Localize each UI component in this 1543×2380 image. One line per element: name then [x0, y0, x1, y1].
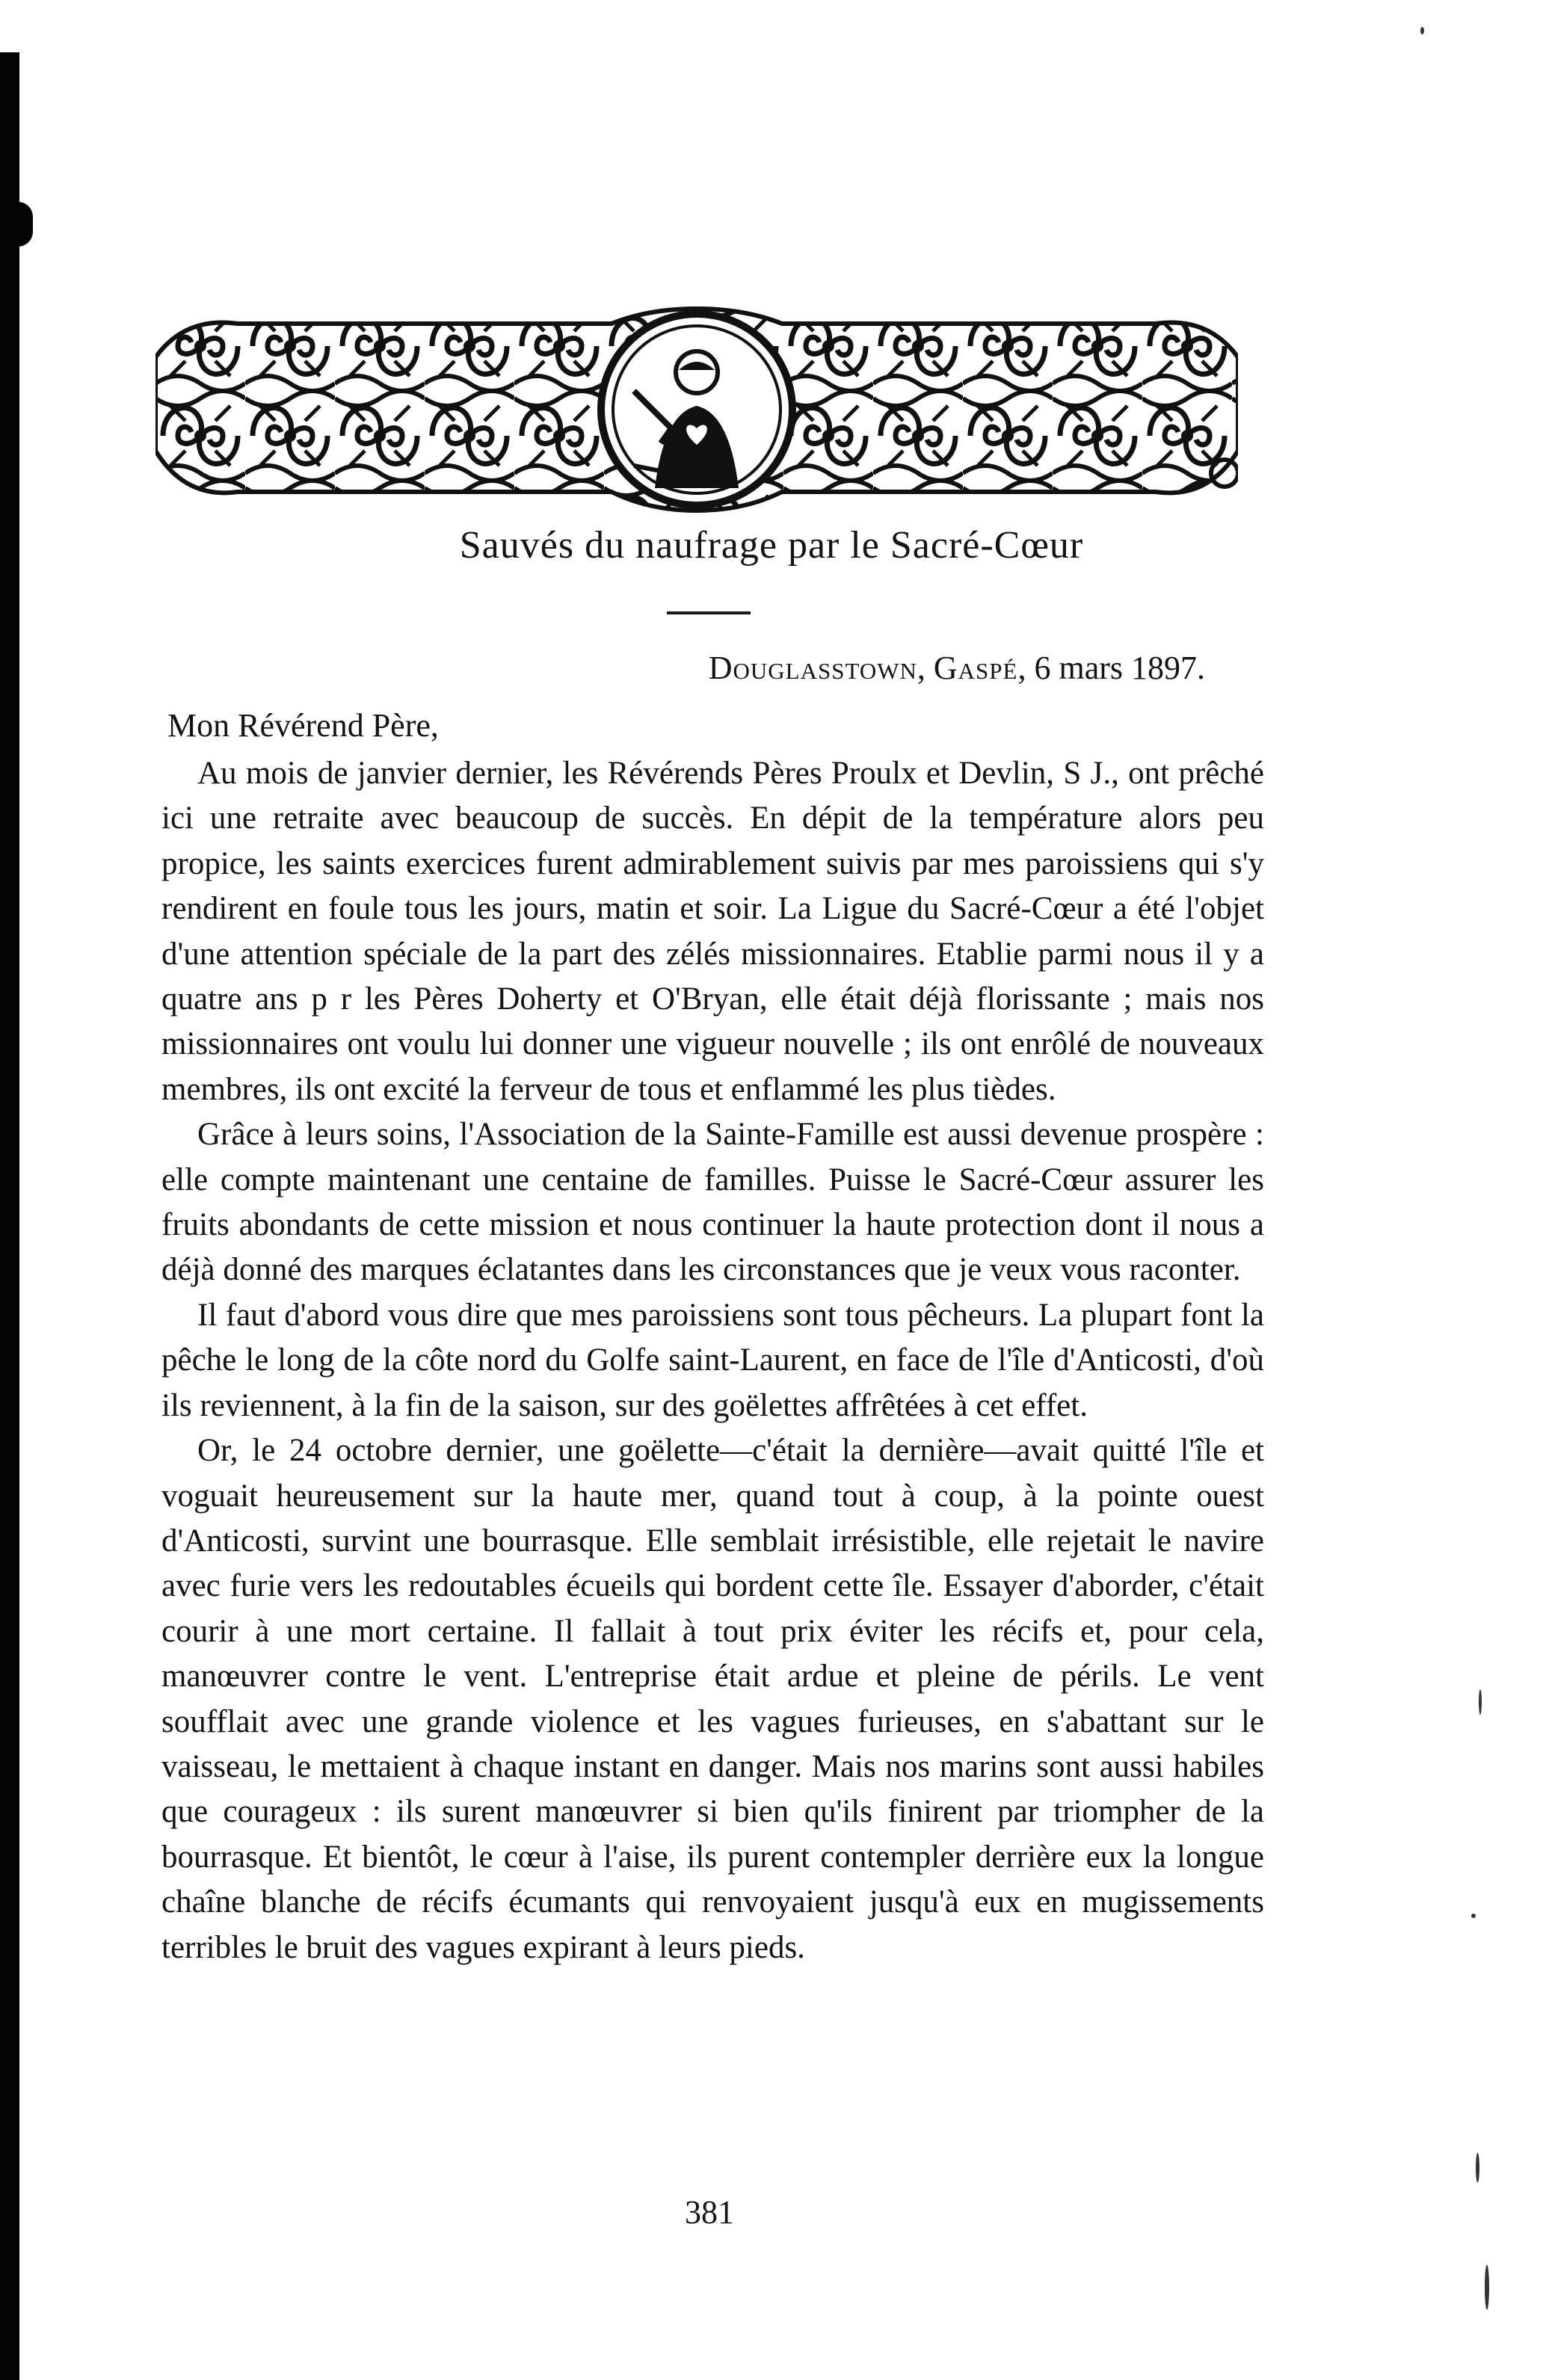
paragraph-2: Grâce à leurs soins, l'Association de la Sainte-Famille est aussi devenue prospère : elle compte maintenant une centaine de familles. Puisse le Sacré-Cœur assurer les fruits abondants de cette mission et nous continuer la haute protection dont il nous a déjà donné des marques éclatantes dans les circonstances que je veux vous raconter. [161, 1117, 1264, 1288]
page-number: 381 [685, 2194, 734, 2231]
salutation: Mon Révérend Père, [167, 707, 439, 744]
scan-speck [1476, 2153, 1479, 2183]
ornamental-headpiece [155, 301, 1238, 518]
paragraph-3: Il faut d'abord vous dire que mes paroissiens sont tous pêcheurs. La plupart font la pêche le long de la côte nord du Golfe saint-Laurent, en face de l'île d'Anticosti, d'où ils reviennent, à la fin de la saison, sur des goëlettes affrêtées à cet effet. [161, 1297, 1264, 1423]
paragraph-4: Or, le 24 octobre dernier, une goëlette—c'était la dernière—avait quitté l'île et voguait heureusement sur la haute mer, quand tout à coup, à la pointe ouest d'Anticosti, survint une bourrasque. Elle semblait irrésistible, elle rejetait le navire avec furie vers les redoutables écueils qui bordent cette île. Essayer d'aborder, c'était courir à une mort certaine. Il fallait à tout prix éviter les récifs et, pour cela, manœuvrer contre le vent. L'entreprise était ardue et pleine de périls. Le vent soufflait avec une grande violence et les vagues furieuses, en s'abattant sur le vaisseau, le mettaient à chaque instant en danger. Mais nos marins sont aussi habiles que courageux : ils surent manœuvrer si bien qu'ils finirent par triompher de la bourrasque. Et bientôt, le cœur à l'aise, ils purent contempler derrière eux la longue chaîne blanche de récifs écumants qui renvoyaient jusqu'à eux en mugissements terribles le bruit des vagues expirant à leurs pieds. [161, 1433, 1264, 1965]
body-text [161, 751, 1264, 1970]
dateline-date: 6 mars 1897. [1034, 650, 1205, 686]
article-title: Sauvés du naufrage par le Sacré-Cœur [459, 524, 1084, 567]
title-rule [667, 611, 751, 614]
headpiece-svg [155, 301, 1238, 518]
scan-speck [1471, 1914, 1476, 1918]
dateline-place-2: Gaspé [933, 650, 1018, 686]
scan-speck [1479, 1689, 1482, 1715]
binding-notch [13, 202, 33, 247]
dateline: Douglasstown, Gaspé, 6 mars 1897. [708, 650, 1205, 686]
scan-speck [1420, 27, 1424, 34]
paragraph-1: Au mois de janvier dernier, les Révérends Pères Proulx et Devlin, S J., ont prêché ici une retraite avec beaucoup de succès. En dépit de la température alors peu propice, les saints exercices furent admirablement suivis par mes paroissiens qui s'y rendirent en foule tous les jours, matin et soir. La Ligue du Sacré-Cœur a été l'objet d'une attention spéciale de la part des zélés missionnaires. Etablie parmi nous il y a quatre ans p r les Pères Doherty et O'Bryan, elle était déjà florissante ; mais nos missionnaires ont voulu lui donner une vigueur nouvelle ; ils ont enrôlé de nouveaux membres, ils ont excité la ferveur de tous et enflammé les plus tièdes. [161, 756, 1264, 1107]
binding-edge [0, 52, 19, 2380]
dateline-place-1: Douglasstown [708, 650, 917, 686]
scan-speck [1485, 2265, 1489, 2310]
